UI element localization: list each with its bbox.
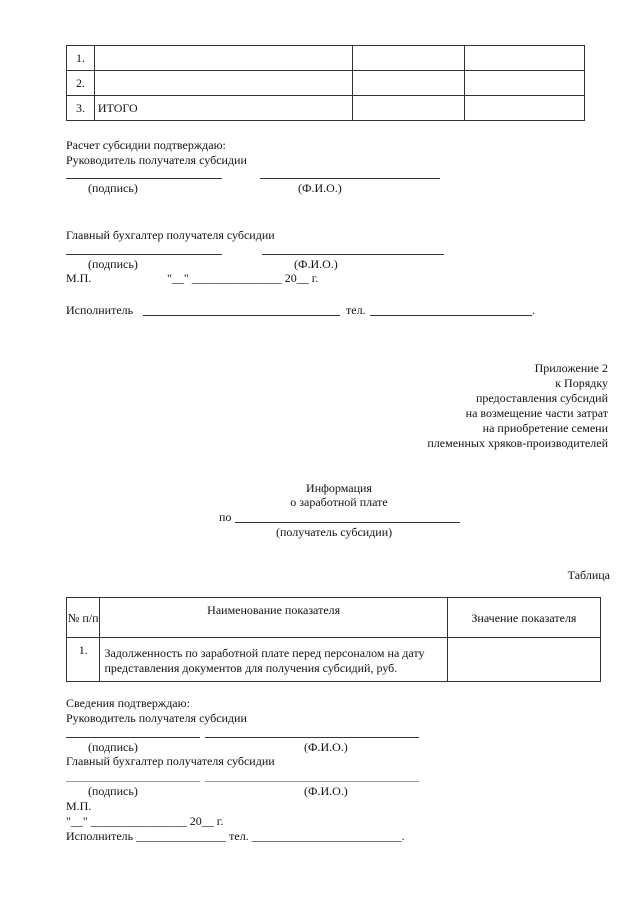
fio-caption: (Ф.И.О.) <box>298 181 342 195</box>
table-row <box>67 71 585 96</box>
sign-caption: (подпись) <box>88 181 138 195</box>
head-label: Руководитель получателя субсидии <box>66 153 247 167</box>
fio-caption: (Ф.И.О.) <box>304 740 348 754</box>
name-line <box>262 254 444 255</box>
table-cell <box>353 46 464 71</box>
info-title: Информация <box>306 481 372 495</box>
name-line <box>260 178 440 179</box>
row-name: Задолженность по заработной плате перед персоналом на дату представления документов для получения субсидий, руб. <box>100 638 447 682</box>
stamp-label-2: М.П. <box>66 799 92 813</box>
date-field: "__" _______________ 20__ г. <box>167 271 319 285</box>
name-line <box>205 781 419 782</box>
fio-caption: (Ф.И.О.) <box>304 784 348 798</box>
info-subtitle: о заработной плате <box>290 495 388 509</box>
signature-line <box>66 178 222 179</box>
table-row <box>67 46 585 71</box>
accountant-label: Главный бухгалтер получателя субсидии <box>66 228 275 242</box>
po-label: по <box>219 510 232 524</box>
recipient-line <box>235 522 460 523</box>
table-cell <box>353 96 464 121</box>
table-cell <box>353 71 464 96</box>
header-value: Значение показателя <box>447 598 600 638</box>
fio-caption: (Ф.И.О.) <box>294 257 338 271</box>
sign-caption: (подпись) <box>88 740 138 754</box>
row-number: 2. <box>67 71 95 96</box>
executor-line-2: Исполнитель _______________ тел. _________________________. <box>66 829 405 843</box>
stamp-label: М.П. <box>66 271 92 285</box>
period: . <box>532 303 535 317</box>
date-field-2: "__" ________________ 20__ г. <box>66 814 224 828</box>
accountant-label-2: Главный бухгалтер получателя субсидии <box>66 754 275 768</box>
appendix-line-4: на возмещение части затрат <box>465 406 608 420</box>
appendix-line-2: к Порядку <box>555 376 608 390</box>
table-row <box>67 638 601 682</box>
row-number: 1. <box>67 638 100 682</box>
appendix-line-3: предоставления субсидий <box>475 391 608 405</box>
appendix-line-1: Приложение 2 <box>534 361 608 375</box>
row-name <box>94 71 353 96</box>
name-line <box>205 737 419 738</box>
signature-line <box>66 254 222 255</box>
table-cell <box>464 71 584 96</box>
head-label-2: Руководитель получателя субсидии <box>66 711 247 725</box>
sign-caption: (подпись) <box>88 257 138 271</box>
row-number: 1. <box>67 46 95 71</box>
info-table <box>66 597 601 682</box>
table-row <box>67 96 585 121</box>
appendix-line-6: племенных хряков-производителей <box>427 436 608 450</box>
confirm-title: Расчет субсидии подтверждаю: <box>66 138 226 152</box>
phone-line <box>370 315 532 316</box>
appendix-line-5: на приобретение семени <box>482 421 608 435</box>
table-cell <box>464 96 584 121</box>
executor-label: Исполнитель <box>66 303 134 317</box>
executor-line <box>143 315 340 316</box>
header-num: № п/п <box>67 598 100 638</box>
row-number: 3. <box>67 96 95 121</box>
table-label: Таблица <box>567 568 610 582</box>
top-table <box>66 45 585 121</box>
table-cell <box>464 46 584 71</box>
row-value <box>447 638 600 682</box>
header-name: Наименование показателя <box>100 598 447 638</box>
row-name: ИТОГО <box>94 96 353 121</box>
row-name <box>94 46 353 71</box>
signature-line <box>66 737 200 738</box>
signature-line <box>66 781 200 782</box>
table-header-row <box>67 598 601 638</box>
confirm2-title: Сведения подтверждаю: <box>66 696 190 710</box>
recipient-caption: (получатель субсидии) <box>276 525 393 539</box>
phone-label: тел. <box>346 303 366 317</box>
sign-caption: (подпись) <box>88 784 138 798</box>
